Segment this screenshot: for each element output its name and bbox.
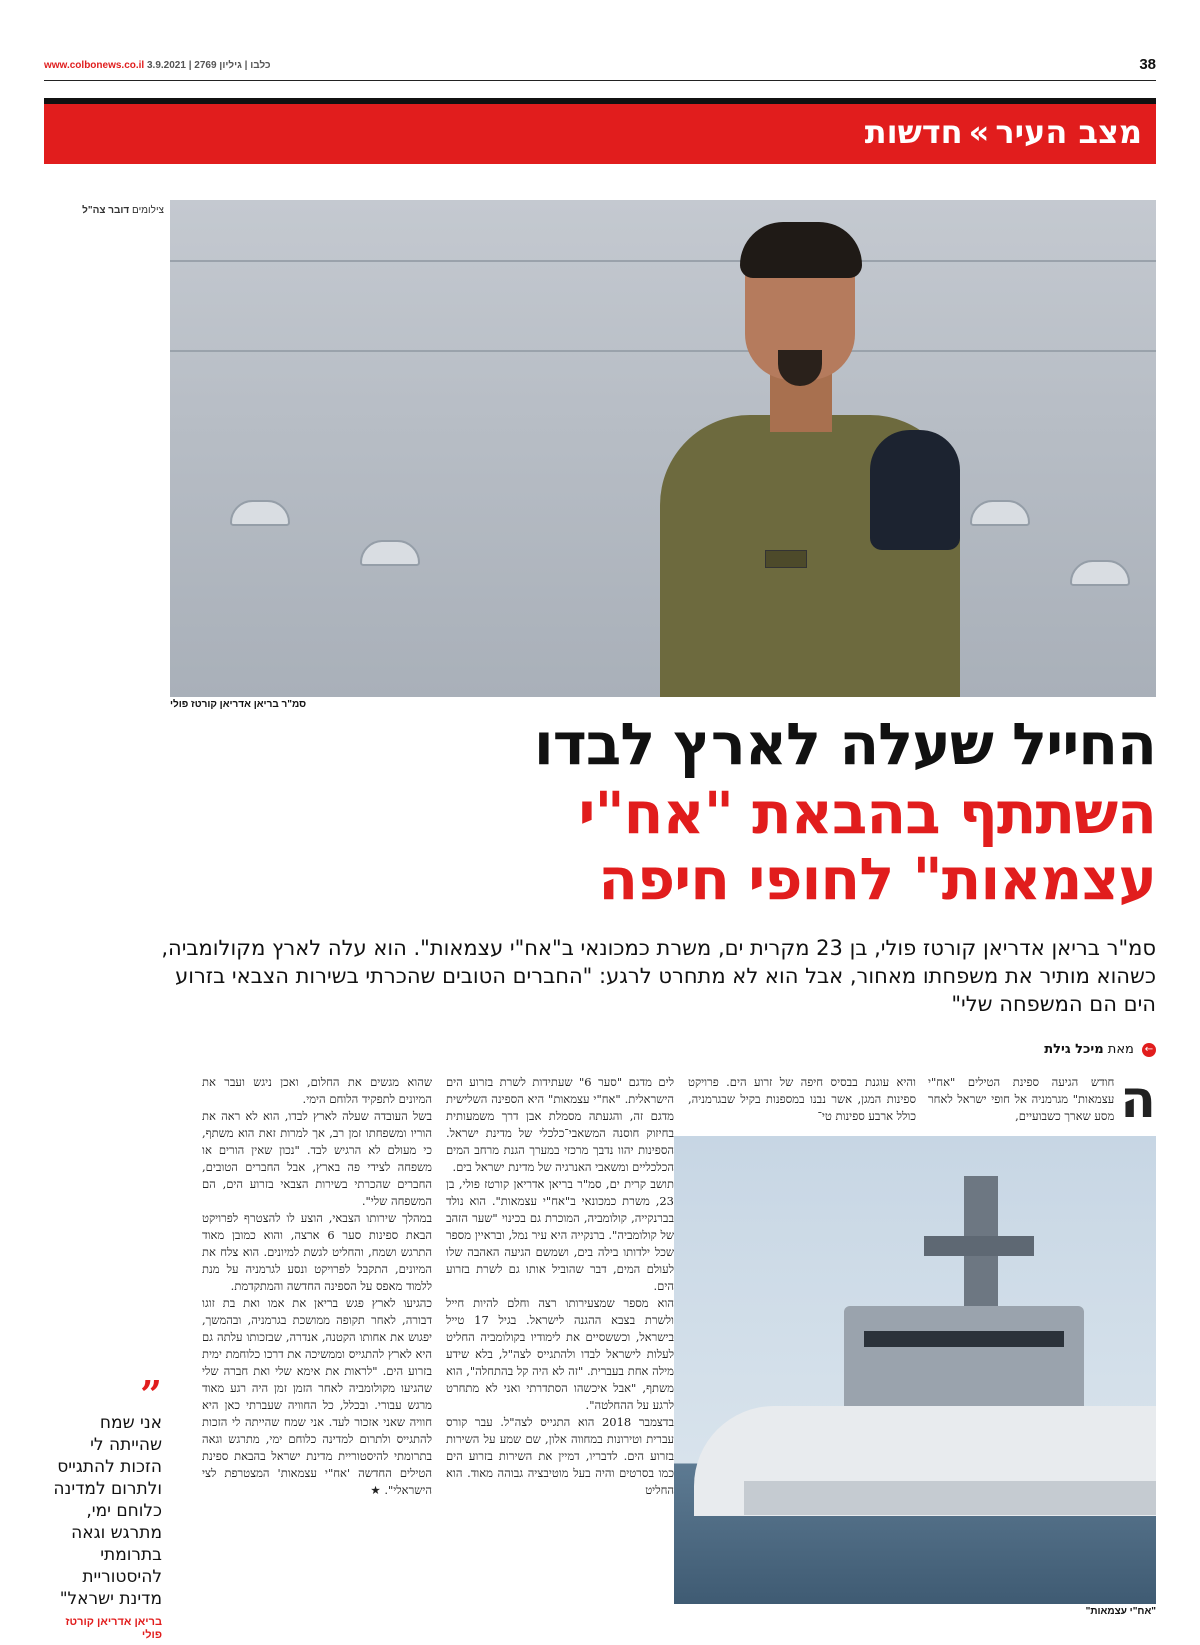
- soldier-hair: [740, 222, 862, 278]
- header-divider: [44, 80, 1156, 81]
- wall-seam: [170, 350, 1156, 352]
- article-paragraph: שהוא מגשים את החלום, ואכן ניגש ועבר את המיונים לתפקיד הלוחם הימי.: [202, 1075, 432, 1106]
- quote-mark-icon: ”: [140, 1372, 162, 1417]
- arrow-circle-icon: ←: [1142, 1043, 1156, 1057]
- ship-mast-arm: [924, 1236, 1034, 1256]
- chevron-icon: »: [968, 113, 990, 151]
- ship-superstructure: [844, 1306, 1084, 1416]
- article-paragraph: במהלך שירותו הצבאי, הוצע לו להצטרף לפרויקט הבאת ספינות סער 6 ארצה, והוא כמובן מאוד התרגש ושמח, והחליט לגשת למיונים. הוא צלח את המיונים, התקבל לפרויקט ונסע לגרמניה על מנת ללמוד מאפס על הספינה החדשה והמתקדמת.: [202, 1211, 433, 1293]
- article-column-4: [202, 1074, 432, 1499]
- article-paragraph: בדצמבר 2018 הוא התגייס לצה"ל. עבר קורס עברית וטירונות במחווה אלון, שם שמע על השירות בזרוע הים. לדבריו, דמיין את השירות בזרוע הים כמו בסרטים והיה בעל מוטיבציה גבוהה מאוד. הוא החליט: [446, 1415, 674, 1497]
- article-headline: החייל שעלה לארץ לבדו: [533, 710, 1156, 778]
- navy-beret-strap: [870, 430, 960, 550]
- hull-fixture: [360, 540, 420, 566]
- photo-credit: [44, 205, 164, 216]
- section-name: מצב העיר: [995, 113, 1142, 151]
- article-column-2: [688, 1074, 916, 1125]
- hull-fixture: [1070, 560, 1130, 586]
- article-paragraph: הוא מספר שמצעירותו רצה וחלם להיות חייל ולשרת בצבא ההגנה לישראל. בגיל 17 טייל בישראל, וכששסיים את לימודיו בקולומביה החליט לעלות לישראל לבדו ולהתגייס לצה"ל, בלא שידע מילה אחת בעברית. "זה לא היה קל בהתחלה", הוא משתף, "אבל איכשהו הסתדרתי ואני לא מתחרט לרגע על ההחלטה".: [446, 1296, 675, 1412]
- pull-quote: [44, 1372, 162, 1642]
- article-column-1: [928, 1070, 1156, 1130]
- soldier-photo: [170, 200, 1156, 697]
- hull-fixture: [970, 500, 1030, 526]
- byline: [756, 1042, 1156, 1057]
- page-number: 38: [1139, 56, 1156, 73]
- article-column-3: [446, 1074, 674, 1499]
- site-url[interactable]: www.colbonews.co.il: [44, 60, 145, 71]
- article-paragraph: תושב קרית ים, סמ"ר בריאן אדריאן קורטז פולי, בן 23, משרת כמכונאי ב"אח"י עצמאות". הוא נולד בברנקייה, קולומביה, המוכרת גם בכינוי "שער הזהב של קולומביה". ברנקייה היא עיר נמל, ובראיין מספר שכל ילדותו בילה בים, ושמשם הגיעה האהבה שלו לעולם המים, דבר שהוביל אותו גם לשרת בזרוע הים.: [446, 1177, 674, 1293]
- subhead-line-2: עצמאות" לחופי חיפה: [598, 845, 1156, 913]
- section-category: חדשות: [864, 113, 963, 151]
- ship-caption: "אח"י עצמאות": [1085, 1606, 1156, 1617]
- section-banner: [44, 98, 1156, 164]
- page-header: [44, 58, 1156, 80]
- hull-fixture: [230, 500, 290, 526]
- article-paragraph: והיא עוגנת בבסיס חיפה של זרוע הים. פרויקט ספינות המגן, אשר נבנו במספנות בקיל שבגרמניה, כולל ארבע ספינות טי־: [688, 1075, 916, 1123]
- wall-seam: [170, 260, 1156, 262]
- section-label: [865, 113, 1142, 151]
- ship-photo: [674, 1136, 1156, 1604]
- photo-credit-name: דובר צה"ל: [82, 205, 130, 216]
- article-lede: סמ"ר בריאן אדריאן קורטז פולי, בן 23 מקרית ים, משרת כמכונאי ב"אח"י עצמאות". הוא עלה לארץ מקולומביה, כשהוא מותיר את משפחתו מאחור, אבל הוא לא מתחרט לרגע: "החברים הטובים שהכרתי בשירות הצבאי בזרוע הים הם המשפחה שלי": [161, 936, 1156, 1016]
- byline-prefix: מאת: [1107, 1042, 1134, 1057]
- ship-hull-shadow: [744, 1481, 1156, 1515]
- idf-patch: [765, 550, 807, 568]
- ship-bridge-windows: [864, 1331, 1064, 1347]
- article-paragraph: כהגיעו לארץ פגש בריאן את אמו ואת בת זוגו דבורה, לאחר תקופה ממושכת בגרמניה, ובהמשך, יפגוש את אחותו הקטנה, אנדרה, שבזכותו עלתה גם היא לארץ להתגייס וממשיכה את דרכו כלוחמת ימית בזרוע הים. "לראות את אימא שלי ואת חברה שלי שהגיעו מקולומביה לאחר הזמן זמן היה רגע מאוד מרגש עבורי. ובכלל, כל החוויה שעברתי כאן היא חוויה שאני אזכור לעד. אני שמח שהייתה לי הזכות להתגייס ולתרום למדינה כלוחם ימי, מתרגש וגאה בתרומתי להיסטוריית מדינת ישראל בהבאת ספינת הטילים החדשה 'אח"י עצמאות' המצטרפת לצי הישראלי". ★: [202, 1296, 432, 1497]
- article-subhead: [56, 780, 1156, 912]
- byline-author[interactable]: מיכל גילת: [1044, 1042, 1104, 1057]
- article-paragraph: חודש הגיעה ספינת הטילים "אח"י עצמאות" מגרמניה אל חופי ישראל לאחר מסע שארך כשבועיים,: [928, 1075, 1115, 1123]
- article-paragraph: לים מדגם "סער 6" שעתידות לשרת בזרוע הים הישראלית. "אח"י עצמאות" היא הספינה השלישית מדגם זה, והגעתה מסמלת אבן דרך משמעותית בחיזוק חוסנה המשאבי־כלכלי של מדינת ישראל. הספינות יהוו נדבך מרכזי במערך הגנת מרחב המים הכלכליים ומשאבי האנרגיה של מדינת ישראל בים.: [446, 1075, 674, 1174]
- issue-meta: כלבו | גיליון 2769 | 3.9.2021: [146, 60, 271, 71]
- site-info: [44, 60, 271, 71]
- drop-cap: ה: [1120, 1070, 1156, 1130]
- photo-credit-label: צילומים: [132, 205, 164, 216]
- pull-quote-text: אני שמח שהייתה לי הזכות להתגייס ולתרום למדינה כלוחם ימי, מתרגש וגאה בתרומתי להיסטוריית מדינת ישראל": [53, 1413, 162, 1609]
- pull-quote-attribution: בריאן אדריאן קורטז פולי: [65, 1616, 162, 1641]
- photo-caption: סמ"ר בריאן אדריאן קורטז פולי: [170, 699, 307, 710]
- article-paragraph: בשל העובדה שעלה לארץ לבדו, הוא לא ראה את הוריו ומשפחתו זמן רב, אך למרות זאת הוא משתף, כי מעולם לא הרגיש לבד. "נכון שאין הורים או משפחה לצידי פה בארץ, אבל החברים הטובים, החברים שהכרתי בשירות הצבאי בזרוע הים, הם המשפחה שלי".: [202, 1109, 432, 1208]
- subhead-line-1: השתתף בהבאת "אח"י: [578, 779, 1156, 847]
